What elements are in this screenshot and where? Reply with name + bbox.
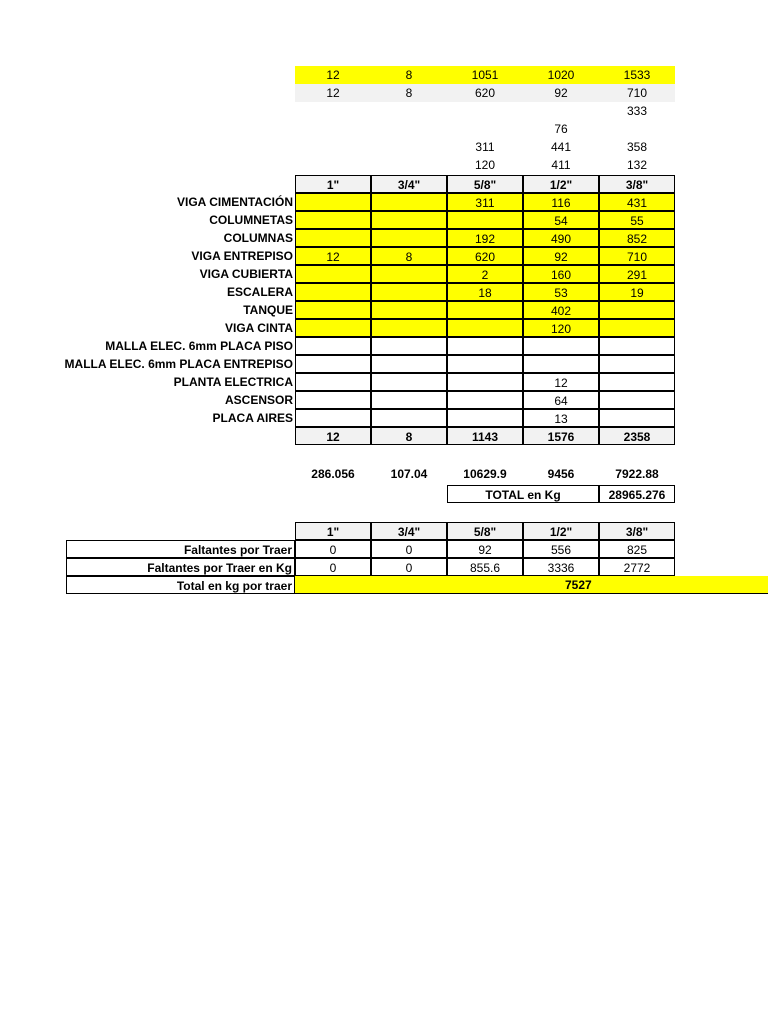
data-cell[interactable] [599, 391, 675, 409]
total-kg-value[interactable]: 28965.276 [599, 485, 675, 503]
data-cell[interactable]: 710 [599, 247, 675, 265]
row-label: PLACA AIRES [212, 411, 293, 425]
data-cell[interactable] [447, 211, 523, 229]
data-cell[interactable]: 18 [447, 283, 523, 301]
data-cell[interactable]: 54 [523, 211, 599, 229]
kg-cell[interactable]: 10629.9 [463, 467, 507, 481]
data-cell[interactable]: 64 [523, 391, 599, 409]
data-cell[interactable] [371, 229, 447, 247]
top-cell[interactable]: 12 [295, 84, 371, 102]
column-header[interactable]: 1/2" [523, 175, 599, 193]
data-cell[interactable] [295, 301, 371, 319]
row-label: VIGA CIMENTACIÓN [177, 195, 293, 209]
data-cell[interactable]: 192 [447, 229, 523, 247]
data-cell[interactable] [523, 337, 599, 355]
row-label: ASCENSOR [224, 393, 293, 407]
top-cell[interactable]: 92 [523, 84, 599, 102]
missing-header[interactable]: 3/4" [371, 522, 447, 540]
row-label: MALLA ELEC. 6mm PLACA ENTREPISO [64, 357, 293, 371]
row-label: VIGA ENTREPISO [191, 249, 293, 263]
top-cell[interactable]: 411 [551, 158, 571, 172]
missing-cell[interactable]: 556 [523, 540, 599, 558]
missing-cell[interactable]: 0 [371, 558, 447, 576]
data-cell[interactable] [295, 319, 371, 337]
data-cell[interactable] [371, 301, 447, 319]
data-cell[interactable]: 402 [523, 301, 599, 319]
top-cell[interactable]: 132 [626, 158, 648, 172]
data-cell[interactable]: 92 [523, 247, 599, 265]
column-header[interactable]: 1" [295, 175, 371, 193]
data-cell[interactable] [295, 409, 371, 427]
data-cell[interactable] [599, 355, 675, 373]
data-cell[interactable] [447, 301, 523, 319]
data-cell[interactable] [295, 283, 371, 301]
top-cell[interactable]: 12 [295, 66, 371, 84]
missing-cell[interactable]: 855.6 [447, 558, 523, 576]
data-cell[interactable]: 13 [523, 409, 599, 427]
top-cell[interactable]: 8 [371, 66, 447, 84]
top-cell[interactable]: 311 [475, 140, 495, 154]
top-cell[interactable]: 1533 [599, 66, 675, 84]
data-cell[interactable] [447, 409, 523, 427]
data-cell[interactable] [447, 355, 523, 373]
total-cell[interactable]: 12 [295, 427, 371, 445]
data-cell[interactable]: 160 [523, 265, 599, 283]
data-cell[interactable]: 12 [523, 373, 599, 391]
top-cell[interactable]: 710 [599, 84, 675, 102]
data-cell[interactable]: 120 [523, 319, 599, 337]
row-label: VIGA CINTA [225, 321, 293, 335]
top-cell[interactable] [599, 120, 675, 138]
total-cell[interactable]: 2358 [599, 427, 675, 445]
top-cell[interactable] [371, 156, 447, 174]
top-cell[interactable] [371, 102, 447, 120]
total-cell[interactable]: 1576 [523, 427, 599, 445]
top-cell[interactable] [447, 120, 523, 138]
data-cell[interactable] [447, 319, 523, 337]
data-cell[interactable] [371, 211, 447, 229]
missing-total-value[interactable]: 7527 [295, 576, 768, 594]
data-cell[interactable] [447, 391, 523, 409]
data-cell[interactable] [371, 337, 447, 355]
data-cell[interactable]: 852 [599, 229, 675, 247]
data-cell[interactable] [371, 319, 447, 337]
row-label: MALLA ELEC. 6mm PLACA PISO [105, 339, 293, 353]
data-cell[interactable]: 620 [447, 247, 523, 265]
missing-total-label: Total en kg por traer [66, 576, 295, 594]
row-label: COLUMNAS [223, 231, 293, 245]
missing-header[interactable]: 5/8" [447, 522, 523, 540]
data-cell[interactable] [295, 193, 371, 211]
top-cell[interactable] [447, 102, 523, 120]
row-label: TANQUE [243, 303, 293, 317]
top-cell[interactable]: 441 [550, 140, 572, 154]
data-cell[interactable] [371, 391, 447, 409]
data-cell[interactable] [599, 301, 675, 319]
missing-row-label: Faltantes por Traer [66, 540, 295, 558]
missing-header[interactable]: 3/8" [599, 522, 675, 540]
data-cell[interactable] [295, 229, 371, 247]
row-label: ESCALERA [226, 285, 293, 299]
data-cell[interactable]: 8 [371, 247, 447, 265]
top-cell[interactable]: 333 [626, 104, 648, 118]
top-cell[interactable]: 76 [554, 122, 568, 136]
column-header[interactable]: 5/8" [447, 175, 523, 193]
data-cell[interactable]: 291 [599, 265, 675, 283]
top-cell[interactable] [371, 120, 447, 138]
top-cell[interactable]: 1051 [447, 66, 523, 84]
total-cell[interactable]: 1143 [447, 427, 523, 445]
top-cell[interactable]: 120 [474, 158, 496, 172]
missing-row-label: Faltantes por Traer en Kg [66, 558, 295, 576]
data-cell[interactable] [599, 409, 675, 427]
top-cell[interactable]: 8 [371, 84, 447, 102]
missing-cell[interactable]: 0 [295, 540, 371, 558]
top-cell[interactable] [295, 138, 371, 156]
top-cell[interactable]: 1020 [523, 66, 599, 84]
missing-header[interactable]: 1" [295, 522, 371, 540]
missing-cell[interactable]: 2772 [599, 558, 675, 576]
missing-cell[interactable]: 825 [599, 540, 675, 558]
data-cell[interactable]: 53 [523, 283, 599, 301]
row-label: COLUMNETAS [209, 213, 293, 227]
row-label: PLANTA ELECTRICA [173, 375, 293, 389]
top-cell[interactable]: 620 [447, 84, 523, 102]
top-cell[interactable]: 358 [626, 140, 648, 154]
data-cell[interactable] [295, 211, 371, 229]
data-cell[interactable] [295, 391, 371, 409]
total-kg-label: TOTAL en Kg [447, 485, 599, 503]
data-cell[interactable] [599, 319, 675, 337]
data-cell[interactable]: 12 [295, 247, 371, 265]
data-cell[interactable]: 490 [523, 229, 599, 247]
missing-header[interactable]: 1/2" [523, 522, 599, 540]
row-label: VIGA CUBIERTA [199, 267, 293, 281]
data-cell[interactable] [371, 283, 447, 301]
kg-cell[interactable]: 107.04 [390, 467, 428, 481]
data-cell[interactable] [295, 355, 371, 373]
data-cell[interactable] [447, 373, 523, 391]
data-cell[interactable]: 55 [599, 211, 675, 229]
missing-cell[interactable]: 0 [295, 558, 371, 576]
data-cell[interactable]: 431 [599, 193, 675, 211]
data-cell[interactable]: 311 [447, 193, 523, 211]
data-cell[interactable] [371, 355, 447, 373]
top-cell[interactable] [295, 156, 371, 174]
top-cell[interactable] [295, 102, 371, 120]
data-cell[interactable]: 2 [447, 265, 523, 283]
missing-cell[interactable]: 0 [371, 540, 447, 558]
kg-cell[interactable]: 7922.88 [615, 467, 659, 481]
data-cell[interactable] [371, 265, 447, 283]
column-header[interactable]: 3/4" [371, 175, 447, 193]
top-cell[interactable] [523, 102, 599, 120]
column-header[interactable]: 3/8" [599, 175, 675, 193]
data-cell[interactable]: 116 [523, 193, 599, 211]
total-cell[interactable]: 8 [371, 427, 447, 445]
data-cell[interactable] [295, 265, 371, 283]
data-cell[interactable]: 19 [599, 283, 675, 301]
data-cell[interactable] [295, 337, 371, 355]
kg-cell[interactable]: 286.056 [311, 467, 355, 481]
missing-cell[interactable]: 92 [447, 540, 523, 558]
data-cell[interactable] [447, 337, 523, 355]
top-cell[interactable] [295, 120, 371, 138]
data-cell[interactable] [371, 193, 447, 211]
data-cell[interactable] [371, 373, 447, 391]
top-cell[interactable] [371, 138, 447, 156]
data-cell[interactable] [295, 373, 371, 391]
kg-cell[interactable]: 9456 [547, 467, 575, 481]
data-cell[interactable] [599, 373, 675, 391]
data-cell[interactable] [523, 355, 599, 373]
data-cell[interactable] [371, 409, 447, 427]
data-cell[interactable] [599, 337, 675, 355]
missing-cell[interactable]: 3336 [523, 558, 599, 576]
